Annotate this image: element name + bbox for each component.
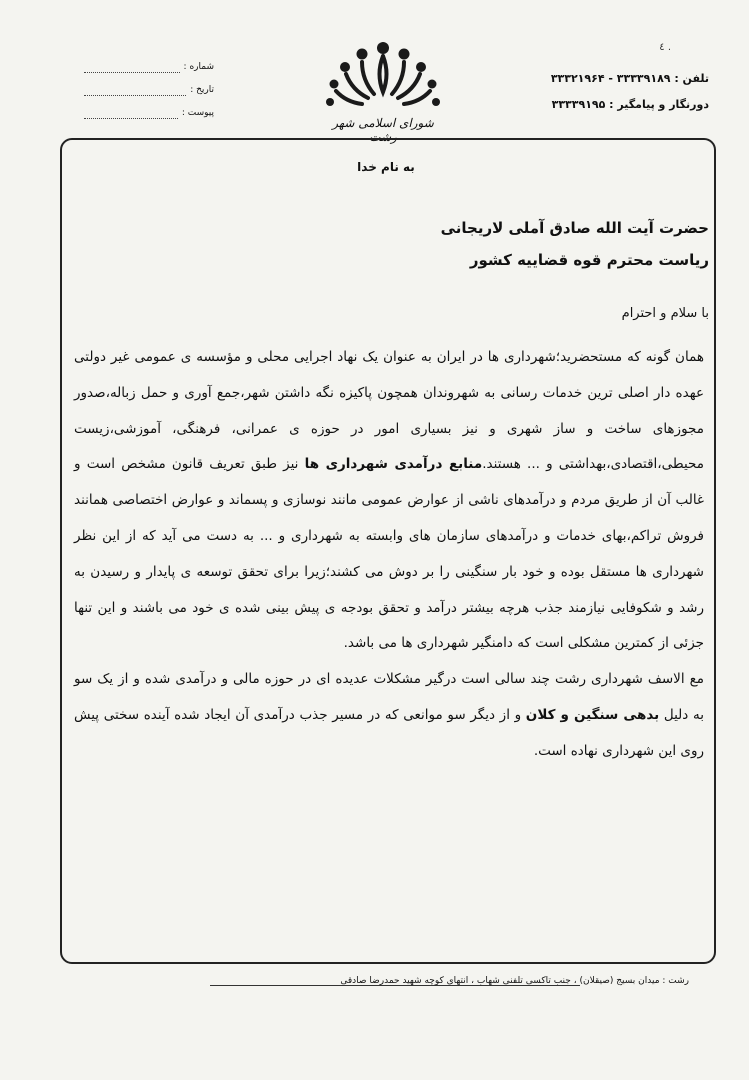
logo-caption: شورای اسلامی شهر رشت <box>332 116 434 144</box>
date-field <box>84 79 214 102</box>
paragraph-2-start: مع الاسف شهرداری رشت چند سالی است درگیر مشکلات عدیده ای در حوزه مالی و درآمدی شده و از یک سو به دلیل <box>74 671 704 723</box>
greeting: با سلام و احترام <box>621 306 709 321</box>
paragraph-1-emphasis: منابع درآمدی شهرداری ها <box>304 456 483 473</box>
number-label: شماره : <box>183 62 214 72</box>
paragraph-2 <box>74 662 704 769</box>
corner-mark: ٤ . <box>659 42 671 53</box>
letter-body <box>74 340 704 770</box>
paragraph-1-start: همان گونه که مستحضرید؛شهرداری ها در ایران به عنوان یک نهاد اجرایی محلی و مؤسسه ی عمومی غیر دولتی عهده دار اصلی ترین خدمات رسانی به شهروندان همچون پاکیزه نگه داشتن شهر،جمع آوری و حمل زباله،صدور مجوزهای ساخت و ساز شهری و نیز بسیاری امور در حوزه ی عمرانی، فرهنگی، آموزشی،زیست محیطی،اقتصادی،بهداشتی و ... هستند. <box>74 349 704 473</box>
paragraph-2-emphasis: بدهی سنگین و کلان <box>525 706 660 723</box>
number-blank <box>84 62 180 73</box>
attachment-label: پیوست : <box>181 108 214 118</box>
addressee-name: حضرت آیت الله صادق آملی لاریجانی <box>440 219 709 237</box>
addressee-title: ریاست محترم قوه قضاییه کشور <box>469 251 709 269</box>
paragraph-2-end: و از دیگر سو موانعی که در مسیر جذب درآمدی آن ایجاد شده آینده سختی پیش روی این شهرداری نهاده است. <box>74 706 704 759</box>
date-label: تاریخ : <box>190 85 214 95</box>
attachment-field <box>84 102 214 125</box>
number-field <box>84 56 214 79</box>
phone-line: تلفن : ۳۳۳۳۹۱۸۹ - ۳۳۳۲۱۹۶۴ <box>550 72 709 85</box>
date-blank <box>84 85 186 96</box>
fax-line: دورنگار و پیامگیر : ۳۳۳۳۹۱۹۵ <box>551 98 709 111</box>
contact-info <box>489 66 709 118</box>
paragraph-1 <box>74 340 704 662</box>
paragraph-1-end: نیز طبق تعریف قانون مشخص است و غالب آن از طریق مردم و درآمدهای ناشی از عوارض عمومی مانند نوسازی و پسماند و عوارض اختصاصی همانند فروش تراکم،بهای خدمات و درآمدهای سازمان های وابسته به شهرداری و ... به دست می آید که از این نظر شهرداری ها مستقل بوده و خود بار سنگینی را بر دوش می کشند؛زیرا برای تحقق توسعه ی پایدار و رسیدن به رشد و شکوفایی نیازمند جذب هرچه بیشتر درآمد و تحقق بودجه ی پیش بینی شده ی خود می باشند و این تنها جزئی از کمترین مشکلی است که دامنگیر شهرداری ها می باشد. <box>74 456 704 652</box>
attachment-blank <box>84 108 178 119</box>
reference-fields <box>84 56 214 125</box>
basmala: به نام خدا <box>357 160 415 174</box>
footer-address: رشت : میدان بسیج (صیقلان) ، جنب تاکسی تلفنی شهاب ، انتهای کوچه شهید حمدرضا صادقی <box>340 976 689 986</box>
addressee <box>441 212 709 276</box>
